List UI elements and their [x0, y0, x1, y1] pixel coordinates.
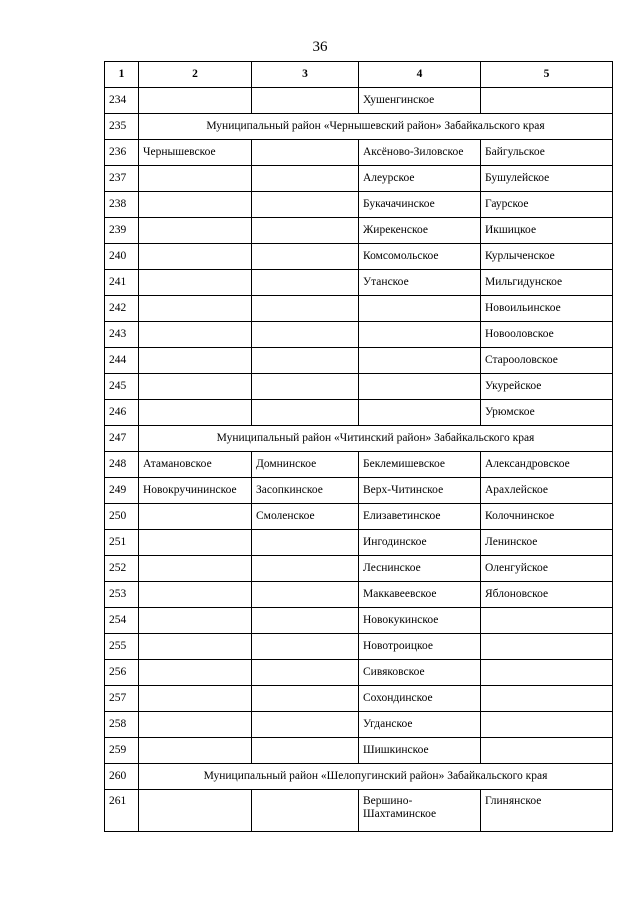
- cell-col-3: [252, 738, 359, 764]
- row-number: 247: [105, 426, 139, 452]
- table-row: [105, 244, 613, 270]
- table-row: [105, 530, 613, 556]
- row-number: 261: [105, 790, 139, 832]
- cell-col-3: [252, 530, 359, 556]
- cell-col-4: Шишкинское: [359, 738, 481, 764]
- cell-col-3: [252, 218, 359, 244]
- cell-col-4: Новокукинское: [359, 608, 481, 634]
- cell-col-4: Верх-Читинское: [359, 478, 481, 504]
- cell-col-2: [139, 244, 252, 270]
- column-header-3: 3: [252, 62, 359, 88]
- table-row: [105, 712, 613, 738]
- row-number: 240: [105, 244, 139, 270]
- row-number: 244: [105, 348, 139, 374]
- row-number: 236: [105, 140, 139, 166]
- cell-col-3: Смоленское: [252, 504, 359, 530]
- cell-col-2: [139, 608, 252, 634]
- cell-col-4: [359, 374, 481, 400]
- cell-col-4: Леснинское: [359, 556, 481, 582]
- cell-col-5: Курлыченское: [481, 244, 613, 270]
- cell-col-2: [139, 296, 252, 322]
- table-header-row: [105, 62, 613, 88]
- cell-col-4: Угданское: [359, 712, 481, 738]
- row-number: 260: [105, 764, 139, 790]
- cell-col-4: Утанское: [359, 270, 481, 296]
- cell-col-4: Сивяковское: [359, 660, 481, 686]
- table-body: [105, 88, 613, 832]
- cell-col-4: [359, 348, 481, 374]
- cell-col-2: [139, 348, 252, 374]
- cell-col-5: Бушулейское: [481, 166, 613, 192]
- cell-col-4: Аксёново-Зиловское: [359, 140, 481, 166]
- cell-col-3: [252, 556, 359, 582]
- cell-col-4: [359, 322, 481, 348]
- cell-col-2: [139, 686, 252, 712]
- cell-col-5: [481, 634, 613, 660]
- cell-col-5: [481, 660, 613, 686]
- cell-col-2: [139, 270, 252, 296]
- cell-col-3: [252, 166, 359, 192]
- cell-col-4: Ингодинское: [359, 530, 481, 556]
- cell-col-2: [139, 582, 252, 608]
- cell-col-4: Алеурское: [359, 166, 481, 192]
- row-number: 248: [105, 452, 139, 478]
- row-number: 234: [105, 88, 139, 114]
- cell-col-4: [359, 296, 481, 322]
- cell-col-5: [481, 88, 613, 114]
- cell-col-4: Сохондинское: [359, 686, 481, 712]
- cell-col-5: Укурейское: [481, 374, 613, 400]
- cell-col-3: [252, 686, 359, 712]
- cell-col-3: [252, 634, 359, 660]
- cell-col-4: Жирекенское: [359, 218, 481, 244]
- column-header-5: 5: [481, 62, 613, 88]
- row-number: 243: [105, 322, 139, 348]
- cell-col-2: [139, 88, 252, 114]
- table-row: [105, 686, 613, 712]
- row-number: 238: [105, 192, 139, 218]
- cell-col-5: [481, 738, 613, 764]
- table-row: [105, 660, 613, 686]
- cell-col-2: Новокручининское: [139, 478, 252, 504]
- row-number: 254: [105, 608, 139, 634]
- cell-col-3: [252, 374, 359, 400]
- cell-col-5: [481, 686, 613, 712]
- cell-col-3: [252, 192, 359, 218]
- cell-col-4: Комсомольское: [359, 244, 481, 270]
- row-number: 245: [105, 374, 139, 400]
- cell-col-5: [481, 608, 613, 634]
- cell-col-5: Колочнинское: [481, 504, 613, 530]
- table-row: [105, 738, 613, 764]
- table-row: [105, 504, 613, 530]
- cell-col-3: [252, 270, 359, 296]
- cell-col-5: Новооловское: [481, 322, 613, 348]
- cell-col-3: [252, 140, 359, 166]
- district-header-row: [105, 114, 613, 140]
- row-number: 258: [105, 712, 139, 738]
- table-row: [105, 634, 613, 660]
- cell-col-3: [252, 296, 359, 322]
- cell-col-4: [359, 400, 481, 426]
- table-row: [105, 270, 613, 296]
- cell-col-5: Урюмское: [481, 400, 613, 426]
- table-row: [105, 166, 613, 192]
- row-number: 249: [105, 478, 139, 504]
- column-header-4: 4: [359, 62, 481, 88]
- row-number: 235: [105, 114, 139, 140]
- row-number: 250: [105, 504, 139, 530]
- row-number: 251: [105, 530, 139, 556]
- table-row: [105, 582, 613, 608]
- cell-col-5: Мильгидунское: [481, 270, 613, 296]
- cell-col-2: Чернышевское: [139, 140, 252, 166]
- row-number: 255: [105, 634, 139, 660]
- cell-col-2: [139, 660, 252, 686]
- district-title: Муниципальный район «Шелопугинский район» Забайкальского края: [139, 764, 613, 790]
- cell-col-2: [139, 634, 252, 660]
- cell-col-3: [252, 348, 359, 374]
- cell-col-3: [252, 322, 359, 348]
- row-number: 237: [105, 166, 139, 192]
- row-number: 241: [105, 270, 139, 296]
- cell-col-3: [252, 790, 359, 832]
- table-row: [105, 192, 613, 218]
- row-number: 259: [105, 738, 139, 764]
- cell-col-3: [252, 608, 359, 634]
- column-header-2: 2: [139, 62, 252, 88]
- cell-col-3: [252, 582, 359, 608]
- cell-col-2: [139, 790, 252, 832]
- cell-col-3: [252, 712, 359, 738]
- district-header-row: [105, 764, 613, 790]
- cell-col-3: [252, 660, 359, 686]
- cell-col-5: Новоильинское: [481, 296, 613, 322]
- row-number: 257: [105, 686, 139, 712]
- row-number: 253: [105, 582, 139, 608]
- cell-col-5: Старооловское: [481, 348, 613, 374]
- table-row: [105, 608, 613, 634]
- table-row: [105, 478, 613, 504]
- district-title: Муниципальный район «Читинский район» Забайкальского края: [139, 426, 613, 452]
- cell-col-4: Букачачинское: [359, 192, 481, 218]
- table-row: [105, 88, 613, 114]
- cell-col-5: Глинянское: [481, 790, 613, 832]
- cell-col-4: Беклемишевское: [359, 452, 481, 478]
- cell-col-2: [139, 400, 252, 426]
- page-number: 36: [312, 39, 328, 55]
- cell-col-5: Оленгуйское: [481, 556, 613, 582]
- table-row: [105, 400, 613, 426]
- row-number: 246: [105, 400, 139, 426]
- table-row: [105, 322, 613, 348]
- cell-col-2: [139, 530, 252, 556]
- cell-col-3: Домнинское: [252, 452, 359, 478]
- cell-col-2: [139, 166, 252, 192]
- cell-col-2: Атамановское: [139, 452, 252, 478]
- cell-col-4: Маккавеевское: [359, 582, 481, 608]
- cell-col-2: [139, 738, 252, 764]
- row-number: 242: [105, 296, 139, 322]
- cell-col-2: [139, 374, 252, 400]
- cell-col-5: Александровское: [481, 452, 613, 478]
- cell-col-2: [139, 218, 252, 244]
- cell-col-2: [139, 504, 252, 530]
- district-title: Муниципальный район «Чернышевский район» Забайкальского края: [139, 114, 613, 140]
- table-row: [105, 374, 613, 400]
- settlements-table: [104, 61, 613, 832]
- cell-col-5: Ленинское: [481, 530, 613, 556]
- district-header-row: [105, 426, 613, 452]
- cell-col-3: [252, 88, 359, 114]
- row-number: 256: [105, 660, 139, 686]
- cell-col-2: [139, 556, 252, 582]
- row-number: 239: [105, 218, 139, 244]
- table-row: [105, 296, 613, 322]
- cell-col-2: [139, 712, 252, 738]
- table-row: [105, 218, 613, 244]
- row-number: 252: [105, 556, 139, 582]
- cell-col-5: [481, 712, 613, 738]
- cell-col-5: Арахлейское: [481, 478, 613, 504]
- cell-col-3: [252, 244, 359, 270]
- cell-col-5: Икшицкое: [481, 218, 613, 244]
- cell-col-2: [139, 192, 252, 218]
- column-header-1: 1: [105, 62, 139, 88]
- cell-col-4: Елизаветинское: [359, 504, 481, 530]
- cell-col-4: Вершино-Шахтаминское: [359, 790, 481, 832]
- cell-col-5: Яблоновское: [481, 582, 613, 608]
- cell-col-3: Засопкинское: [252, 478, 359, 504]
- cell-col-2: [139, 322, 252, 348]
- table-row: [105, 790, 613, 832]
- cell-col-4: Новотроицкое: [359, 634, 481, 660]
- cell-col-4: Хушенгинское: [359, 88, 481, 114]
- cell-col-5: Гаурское: [481, 192, 613, 218]
- table-row: [105, 140, 613, 166]
- table-row: [105, 452, 613, 478]
- table-row: [105, 348, 613, 374]
- cell-col-3: [252, 400, 359, 426]
- cell-col-5: Байгульское: [481, 140, 613, 166]
- table-row: [105, 556, 613, 582]
